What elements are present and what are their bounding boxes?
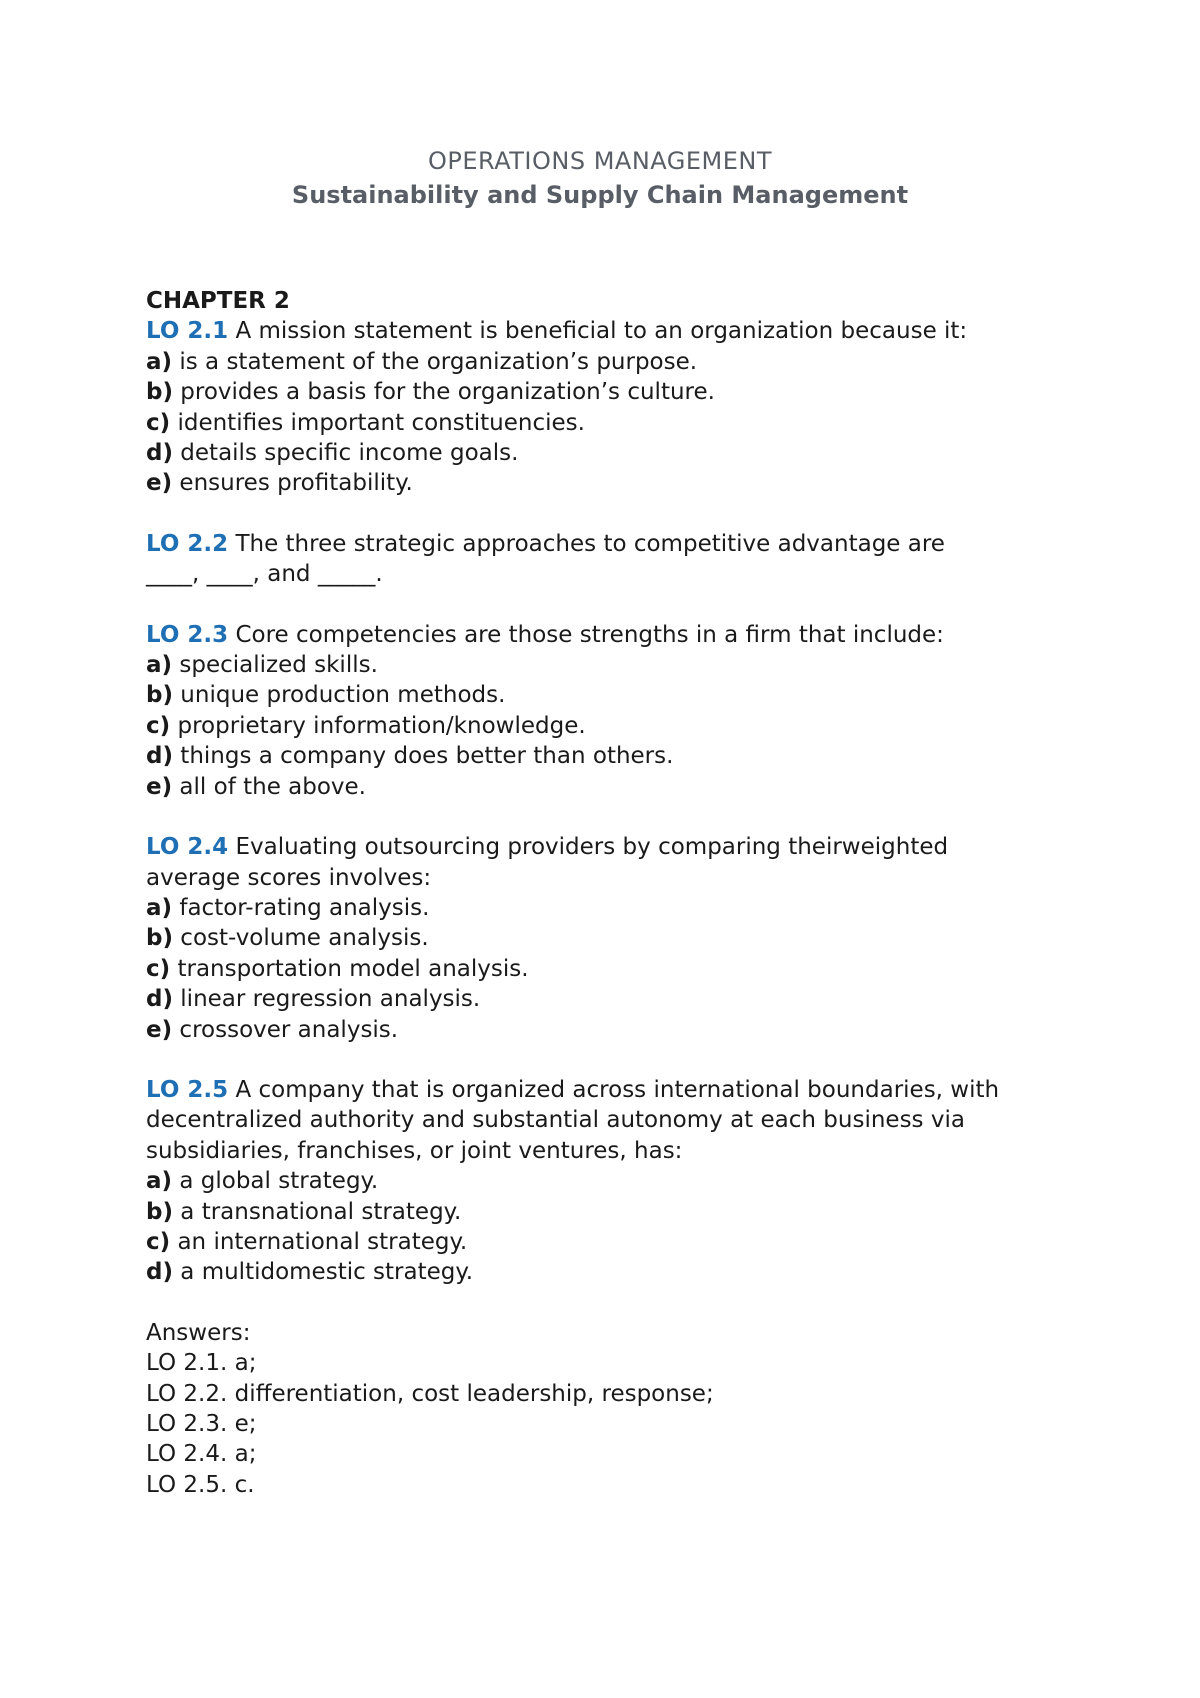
answer-item: LO 2.5. c. [146,1471,255,1498]
question-text-continued: ____, ____, and _____. [146,561,383,588]
option-letter: b) [146,379,173,406]
question-text-continued: subsidiaries, franchises, or joint ventures, has: [146,1137,683,1164]
question-text: A mission statement is beneficial to an organization because it: [228,318,968,345]
option-text: ensures profitability. [172,470,413,497]
option-letter: a) [146,348,173,375]
option-text: unique production methods. [172,682,506,709]
option-item [146,741,1066,771]
question-lo-2-4 [146,832,1066,1045]
option-item [146,711,1066,741]
option-letter: a) [146,1168,173,1195]
option-letter: d) [146,743,173,770]
question-lo-2-5 [146,1075,1066,1288]
answers-section [146,1318,1066,1500]
option-text: all of the above. [172,773,366,800]
option-item [146,438,1066,468]
option-text: is a statement of the organization’s purpose. [172,348,698,375]
option-item [146,1197,1066,1227]
option-text: proprietary information/knowledge. [170,712,586,739]
option-item [146,408,1066,438]
option-item [146,680,1066,710]
chapter-heading: CHAPTER 2 [146,288,290,314]
option-item [146,1257,1066,1287]
option-text: factor-rating analysis. [172,894,430,921]
title-block [0,144,1200,212]
question-text: Core competencies are those strengths in a firm that include: [228,621,944,648]
option-item [146,954,1066,984]
option-letter: e) [146,470,173,497]
document-body [146,286,1066,1500]
option-letter: c) [146,712,171,739]
option-text: specialized skills. [172,652,378,679]
option-text: crossover analysis. [172,1016,399,1043]
option-item [146,468,1066,498]
option-item [146,772,1066,802]
option-item [146,923,1066,953]
option-text: transportation model analysis. [170,955,529,982]
lo-label: LO 2.3 [146,621,229,648]
option-letter: c) [146,955,171,982]
option-letter: e) [146,1016,173,1043]
question-text: A company that is organized across international boundaries, with [228,1076,1000,1103]
answer-item: LO 2.3. e; [146,1411,257,1437]
question-text-continued: decentralized authority and substantial autonomy at each business via [146,1107,965,1134]
option-text: a transnational strategy. [172,1198,462,1225]
option-item [146,1015,1066,1045]
option-text: details specific income goals. [172,440,519,467]
option-text: linear regression analysis. [172,986,481,1013]
answer-item: LO 2.2. differentiation, cost leadership, response; [146,1380,714,1407]
option-letter: d) [146,1259,173,1286]
question-text: Evaluating outsourcing providers by comparing theirweighted [228,834,949,861]
question-lo-2-1 [146,316,1066,498]
option-letter: e) [146,773,173,800]
option-item [146,984,1066,1014]
option-item [146,377,1066,407]
answers-heading: Answers: [146,1319,251,1346]
option-text: a multidomestic strategy. [172,1259,474,1286]
question-lo-2-3 [146,620,1066,802]
option-letter: d) [146,986,173,1013]
option-item [146,1227,1066,1257]
option-letter: a) [146,652,173,679]
option-letter: b) [146,1198,173,1225]
question-text-continued: average scores involves: [146,864,432,891]
lo-label: LO 2.4 [146,834,229,861]
option-text: cost-volume analysis. [172,925,429,952]
option-letter: c) [146,1228,171,1255]
option-letter: c) [146,409,171,436]
option-letter: b) [146,682,173,709]
option-letter: a) [146,894,173,921]
document-subtitle: Sustainability and Supply Chain Management [291,181,909,209]
question-text: The three strategic approaches to competitive advantage are [228,530,945,557]
option-text: a global strategy. [172,1168,379,1195]
lo-label: LO 2.2 [146,530,229,557]
option-letter: d) [146,440,173,467]
lo-label: LO 2.5 [146,1076,229,1103]
option-text: identifies important constituencies. [170,409,585,436]
answer-item: LO 2.4. a; [146,1441,257,1468]
option-item [146,1166,1066,1196]
option-text: things a company does better than others. [172,743,674,770]
answer-item: LO 2.1. a; [146,1350,257,1377]
option-text: an international strategy. [170,1228,468,1255]
document-title: OPERATIONS MANAGEMENT [427,147,773,175]
option-text: provides a basis for the organization’s culture. [172,379,715,406]
lo-label: LO 2.1 [146,318,229,345]
question-lo-2-2 [146,529,1066,590]
option-item [146,650,1066,680]
option-item [146,347,1066,377]
option-letter: b) [146,925,173,952]
option-item [146,893,1066,923]
